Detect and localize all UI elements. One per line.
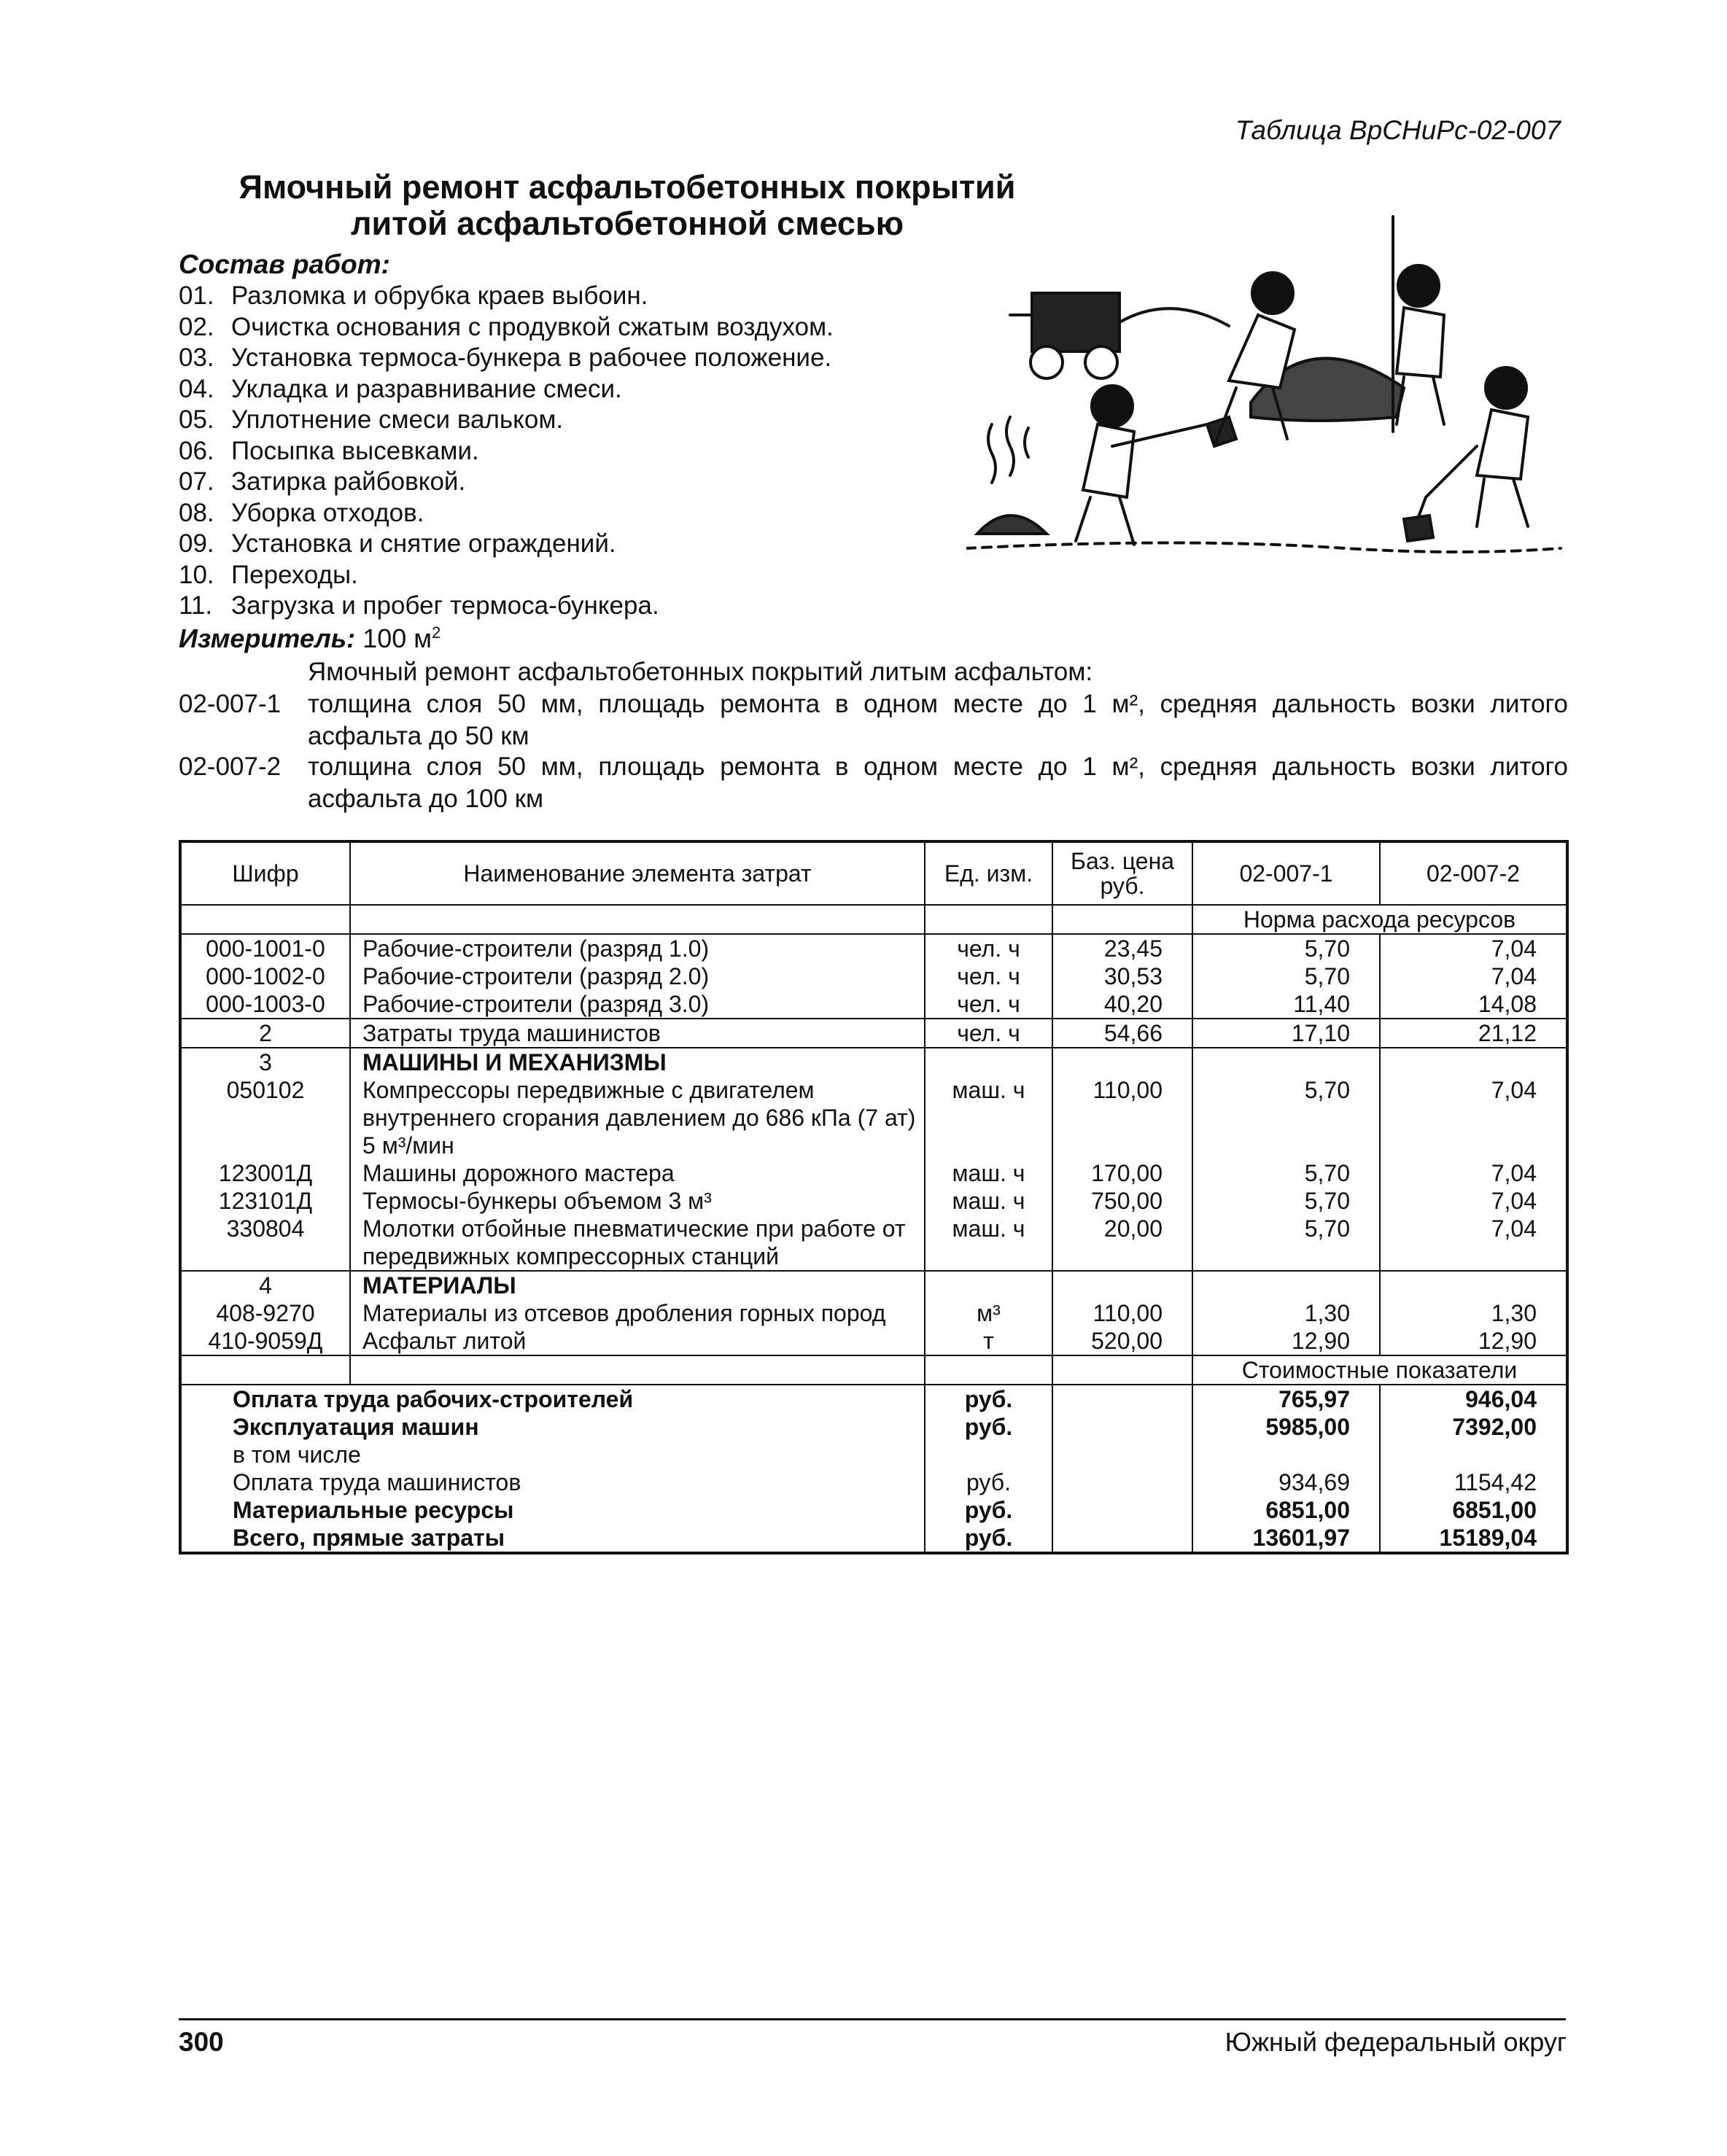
work-number: 05. — [179, 405, 214, 434]
cell-name: Молотки отбойные пневматические при работе от передвижных компрессорных станций — [350, 1215, 925, 1271]
total-name: Всего, прямые затраты — [180, 1524, 925, 1553]
total-row — [180, 1385, 1567, 1413]
total-row — [180, 1441, 1567, 1468]
total-name: в том числе — [180, 1441, 925, 1468]
total-unit: руб. — [925, 1524, 1052, 1553]
meter-label: Измеритель: — [179, 623, 356, 653]
variant-description: толщина слоя 50 мм, площадь ремонта в одном месте до 1 м², средняя дальность возки литого асфальта до 50 км — [308, 690, 1568, 750]
variants-intro: Ямочный ремонт асфальтобетонных покрытий литым асфальтом: — [308, 658, 1093, 686]
cell-v2: 7,04 — [1491, 1077, 1537, 1103]
total-name: Оплата труда машинистов — [180, 1468, 925, 1496]
work-item — [179, 312, 834, 343]
table-row — [180, 1187, 1567, 1215]
cell-v1: 1,30 — [1192, 1299, 1380, 1327]
measurement-unit — [179, 623, 441, 654]
works-list — [179, 281, 834, 622]
cell-unit: м³ — [925, 1299, 1052, 1327]
work-text: Очистка основания с продувкой сжатым воздухом. — [231, 312, 834, 341]
cell-unit: маш. ч — [925, 1215, 1052, 1271]
cell-v2: 7,04 — [1491, 963, 1537, 989]
cell-unit: чел. ч — [925, 1019, 1052, 1048]
header-unit: Ед. изм. — [925, 841, 1052, 905]
work-number: 03. — [179, 343, 214, 372]
footer-rule — [179, 2018, 1566, 2020]
variant-code: 02-007-1 — [179, 690, 282, 718]
header-code: Шифр — [180, 841, 350, 905]
cell-name: Термосы-бункеры объемом 3 м³ — [350, 1187, 925, 1215]
table-row — [180, 1299, 1567, 1327]
total-name: Эксплуатация машин — [180, 1413, 925, 1441]
work-item — [179, 436, 834, 467]
variant-code: 02-007-2 — [179, 752, 282, 781]
total-v1: 765,97 — [1192, 1385, 1380, 1413]
cell-v2: 7,04 — [1491, 1188, 1537, 1214]
work-number: 10. — [179, 560, 214, 589]
table-row — [180, 990, 1567, 1019]
table-row — [180, 1076, 1567, 1159]
work-number: 07. — [179, 467, 214, 496]
total-v2: 7392,00 — [1452, 1414, 1537, 1440]
composition-label: Состав работ: — [179, 249, 390, 279]
cell-price: 750,00 — [1052, 1187, 1192, 1215]
table-reference: Таблица ВрСНиРс-02-007 — [1235, 115, 1561, 145]
cell-v2: 14,08 — [1380, 990, 1567, 1019]
page-number: 300 — [179, 2027, 224, 2057]
total-v1: 13601,97 — [1192, 1524, 1380, 1553]
cell-name: Рабочие-строители (разряд 3.0) — [350, 990, 925, 1019]
variant-description: толщина слоя 50 мм, площадь ремонта в одном месте до 1 м², средняя дальность возки литого асфальта до 100 км — [308, 752, 1568, 813]
total-v2: 1154,42 — [1454, 1469, 1537, 1495]
cell-v1: 12,90 — [1192, 1327, 1380, 1355]
header-name: Наименование элемента затрат — [350, 841, 925, 905]
cell-code: 330804 — [180, 1215, 350, 1271]
cell-price: 54,66 — [1052, 1019, 1192, 1048]
work-number: 02. — [179, 312, 214, 341]
table-row — [180, 934, 1567, 962]
work-text: Установка термоса-бункера в рабочее положение. — [231, 343, 832, 372]
work-item — [179, 529, 834, 560]
cell-price: 170,00 — [1052, 1159, 1192, 1187]
cell-unit: маш. ч — [925, 1159, 1052, 1187]
total-v1: 934,69 — [1192, 1468, 1380, 1496]
cell-name: Машины дорожного мастера — [350, 1159, 925, 1187]
cell-code: 410-9059Д — [180, 1327, 350, 1355]
variant-2 — [179, 751, 1568, 815]
total-v2 — [1380, 1441, 1567, 1468]
cell-code: 123001Д — [180, 1159, 350, 1187]
cell-name: Асфальт литой — [350, 1327, 925, 1355]
header-variant-1: 02-007-1 — [1192, 841, 1380, 905]
total-v2: 6851,00 — [1452, 1497, 1537, 1523]
work-item — [179, 281, 834, 312]
cell-v1: 5,70 — [1192, 1187, 1380, 1215]
meter-sup: 2 — [432, 623, 441, 642]
work-number: 04. — [179, 374, 214, 403]
norm-label-row — [180, 905, 1567, 934]
total-row — [180, 1468, 1567, 1496]
total-unit: руб. — [925, 1468, 1052, 1496]
work-item — [179, 343, 834, 374]
work-number: 06. — [179, 436, 214, 465]
cell-name: Компрессоры передвижные с двигателем внутреннего сгорания давлением до 686 кПа (7 ат) 5 м³/мин — [350, 1076, 925, 1159]
work-number: 09. — [179, 529, 214, 558]
total-v1 — [1192, 1441, 1380, 1468]
section-row — [180, 1271, 1567, 1299]
work-item — [179, 498, 834, 529]
cell-unit: маш. ч — [925, 1187, 1052, 1215]
cell-name: Рабочие-строители (разряд 2.0) — [350, 962, 925, 990]
page-title — [175, 169, 1079, 242]
cell-v1: 5,70 — [1192, 934, 1380, 962]
cell-price: 23,45 — [1052, 934, 1192, 962]
cell-code: 3 — [180, 1048, 350, 1076]
cell-v1: 5,70 — [1192, 1159, 1380, 1187]
cell-v1: 5,70 — [1192, 1215, 1380, 1271]
cell-code: 050102 — [180, 1076, 350, 1159]
cell-code: 000-1001-0 — [180, 934, 350, 962]
footer-region: Южный федеральный округ — [1225, 2027, 1567, 2057]
cell-code: 000-1003-0 — [180, 990, 350, 1019]
cell-unit: чел. ч — [925, 962, 1052, 990]
work-item — [179, 591, 834, 622]
cell-code: 2 — [180, 1019, 350, 1048]
work-text: Посыпка высевками. — [231, 436, 479, 465]
work-number: 11. — [179, 591, 213, 620]
norm-label: Норма расхода ресурсов — [1192, 905, 1567, 934]
cell-code: 408-9270 — [180, 1299, 350, 1327]
cell-price: 110,00 — [1052, 1076, 1192, 1159]
cell-unit: маш. ч — [925, 1076, 1052, 1159]
cell-v1: 17,10 — [1192, 1019, 1380, 1048]
title-line-1: Ямочный ремонт асфальтобетонных покрытий — [238, 168, 1016, 206]
resource-table — [179, 840, 1569, 1554]
cost-label-row — [180, 1355, 1567, 1385]
cell-price: 520,00 — [1052, 1327, 1192, 1355]
table-row — [180, 962, 1567, 990]
cell-v1: 5,70 — [1192, 1076, 1380, 1159]
cell-name: МАТЕРИАЛЫ — [350, 1271, 925, 1299]
cell-code: 4 — [180, 1271, 350, 1299]
title-line-2: литой асфальтобетонной смесью — [350, 205, 904, 242]
total-unit: руб. — [925, 1496, 1052, 1524]
work-text: Переходы. — [231, 560, 358, 589]
work-item — [179, 560, 834, 591]
cell-v2: 12,90 — [1478, 1328, 1537, 1354]
work-text: Уплотнение смеси вальком. — [231, 405, 564, 434]
cell-price: 40,20 — [1052, 990, 1192, 1019]
total-unit: руб. — [925, 1413, 1052, 1441]
table-row — [180, 1327, 1567, 1355]
cell-v1: 5,70 — [1192, 962, 1380, 990]
cell-v2: 7,04 — [1380, 1215, 1567, 1271]
cell-unit: чел. ч — [925, 990, 1052, 1019]
cell-price: 30,53 — [1052, 962, 1192, 990]
work-item — [179, 374, 834, 405]
work-item — [179, 405, 834, 436]
total-name: Оплата труда рабочих-строителей — [180, 1385, 925, 1413]
cell-name: Материалы из отсевов дробления горных пород — [350, 1299, 925, 1327]
total-row — [180, 1524, 1567, 1553]
table-row — [180, 1019, 1567, 1048]
total-row — [180, 1413, 1567, 1441]
total-v2: 946,04 — [1380, 1385, 1567, 1413]
work-text: Уборка отходов. — [231, 498, 424, 527]
table-row — [180, 1159, 1567, 1187]
work-text: Укладка и разравнивание смеси. — [231, 374, 622, 403]
cost-label: Стоимостные показатели — [1192, 1355, 1567, 1385]
cell-name: МАШИНЫ И МЕХАНИЗМЫ — [350, 1048, 925, 1076]
cell-name: Затраты труда машинистов — [350, 1019, 925, 1048]
header-variant-2: 02-007-2 — [1380, 841, 1567, 905]
table-row — [180, 1215, 1567, 1271]
cell-code: 123101Д — [180, 1187, 350, 1215]
work-number: 01. — [179, 281, 214, 310]
cell-price: 110,00 — [1052, 1299, 1192, 1327]
variant-1 — [179, 688, 1568, 752]
meter-value: 100 м — [362, 623, 432, 653]
total-unit: руб. — [925, 1385, 1052, 1413]
cell-name: Рабочие-строители (разряд 1.0) — [350, 934, 925, 962]
total-v1: 5985,00 — [1192, 1413, 1380, 1441]
cell-v2: 7,04 — [1491, 1160, 1537, 1186]
road-workers-illustration — [966, 206, 1564, 574]
work-item — [179, 467, 834, 498]
cell-price: 20,00 — [1052, 1215, 1192, 1271]
cell-code: 000-1002-0 — [180, 962, 350, 990]
cell-unit: т — [925, 1327, 1052, 1355]
total-unit — [925, 1441, 1052, 1468]
table-header — [180, 841, 1567, 905]
work-text: Установка и снятие ограждений. — [231, 529, 616, 558]
section-row — [180, 1048, 1567, 1076]
cell-v2: 1,30 — [1491, 1300, 1537, 1326]
cell-v2: 7,04 — [1380, 934, 1567, 962]
work-text: Разломка и обрубка краев выбоин. — [231, 281, 648, 310]
work-text: Затирка райбовкой. — [231, 467, 466, 496]
work-number: 08. — [179, 498, 214, 527]
header-price: Баз. цена руб. — [1052, 841, 1192, 905]
total-name: Материальные ресурсы — [180, 1496, 925, 1524]
cell-unit: чел. ч — [925, 934, 1052, 962]
total-v1: 6851,00 — [1192, 1496, 1380, 1524]
total-row — [180, 1496, 1567, 1524]
cell-v1: 11,40 — [1192, 990, 1380, 1019]
cell-v2: 21,12 — [1380, 1019, 1567, 1048]
total-v2: 15189,04 — [1439, 1525, 1537, 1551]
work-text: Загрузка и пробег термоса-бункера. — [231, 591, 659, 620]
